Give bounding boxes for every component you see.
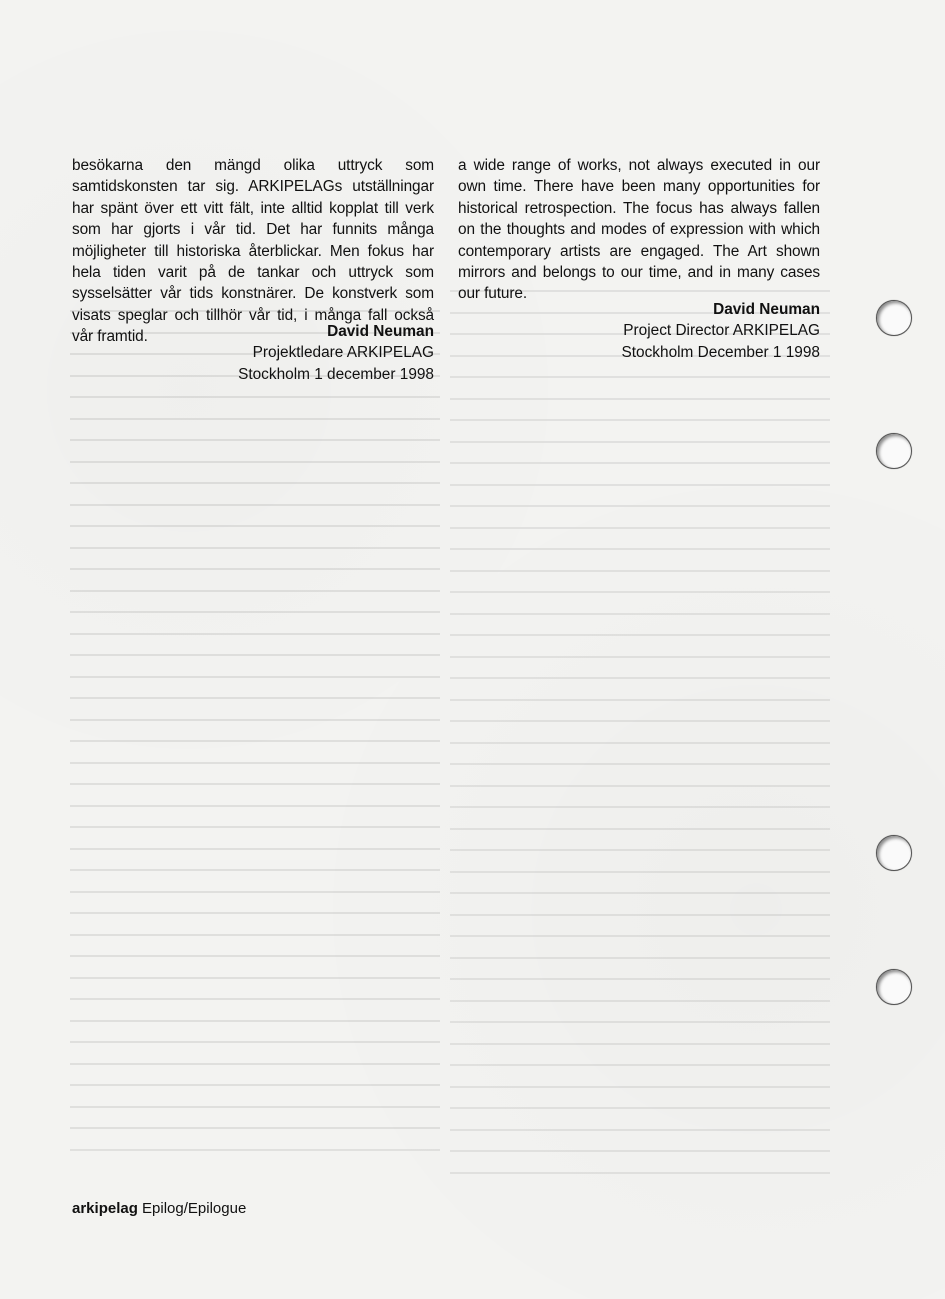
punch-hole <box>876 969 912 1005</box>
signature-title: Projektledare ARKIPELAG <box>252 344 434 362</box>
english-text-column <box>458 155 820 305</box>
swedish-text-column <box>72 155 434 348</box>
signature-name: David Neuman <box>327 323 434 340</box>
bleed-through-right <box>450 290 830 1190</box>
punch-hole <box>876 300 912 336</box>
swedish-paragraph: besökarna den mängd olika uttryck som samtidskonsten tar sig. ARKIPELAGs utställningar har spänt över ett vitt fält, inte alltid kopplat till verk som har gjorts i vår tid. Det har funnits många möjligheter till historiska återblickar. Men fokus har hela tiden varit på de tankar och uttryck som sysselsätter vår tids konstnärer. De konstverk som visats speglar och tillhör vår tid, i många fall också vår framtid. <box>72 157 434 346</box>
bleed-through-left <box>70 310 440 1170</box>
punch-hole <box>876 835 912 871</box>
english-paragraph: a wide range of works, not always executed in our own time. There have been many opportunities for historical retrospection. The focus has always fallen on the thoughts and modes of expression with which contemporary artists are engaged. The Art shown mirrors and belongs to our time, and in many cases our future. <box>458 157 820 303</box>
english-signature <box>458 299 820 363</box>
signature-place-date: Stockholm 1 december 1998 <box>238 365 434 383</box>
signature-title: Project Director ARKIPELAG <box>623 322 820 340</box>
footer-brand: arkipelag <box>72 1200 138 1217</box>
page-footer <box>72 1199 246 1219</box>
punch-hole <box>876 433 912 469</box>
signature-place-date: Stockholm December 1 1998 <box>621 343 820 361</box>
swedish-signature <box>72 321 434 385</box>
footer-section: Epilog/Epilogue <box>142 1200 247 1217</box>
signature-name: David Neuman <box>713 301 820 318</box>
